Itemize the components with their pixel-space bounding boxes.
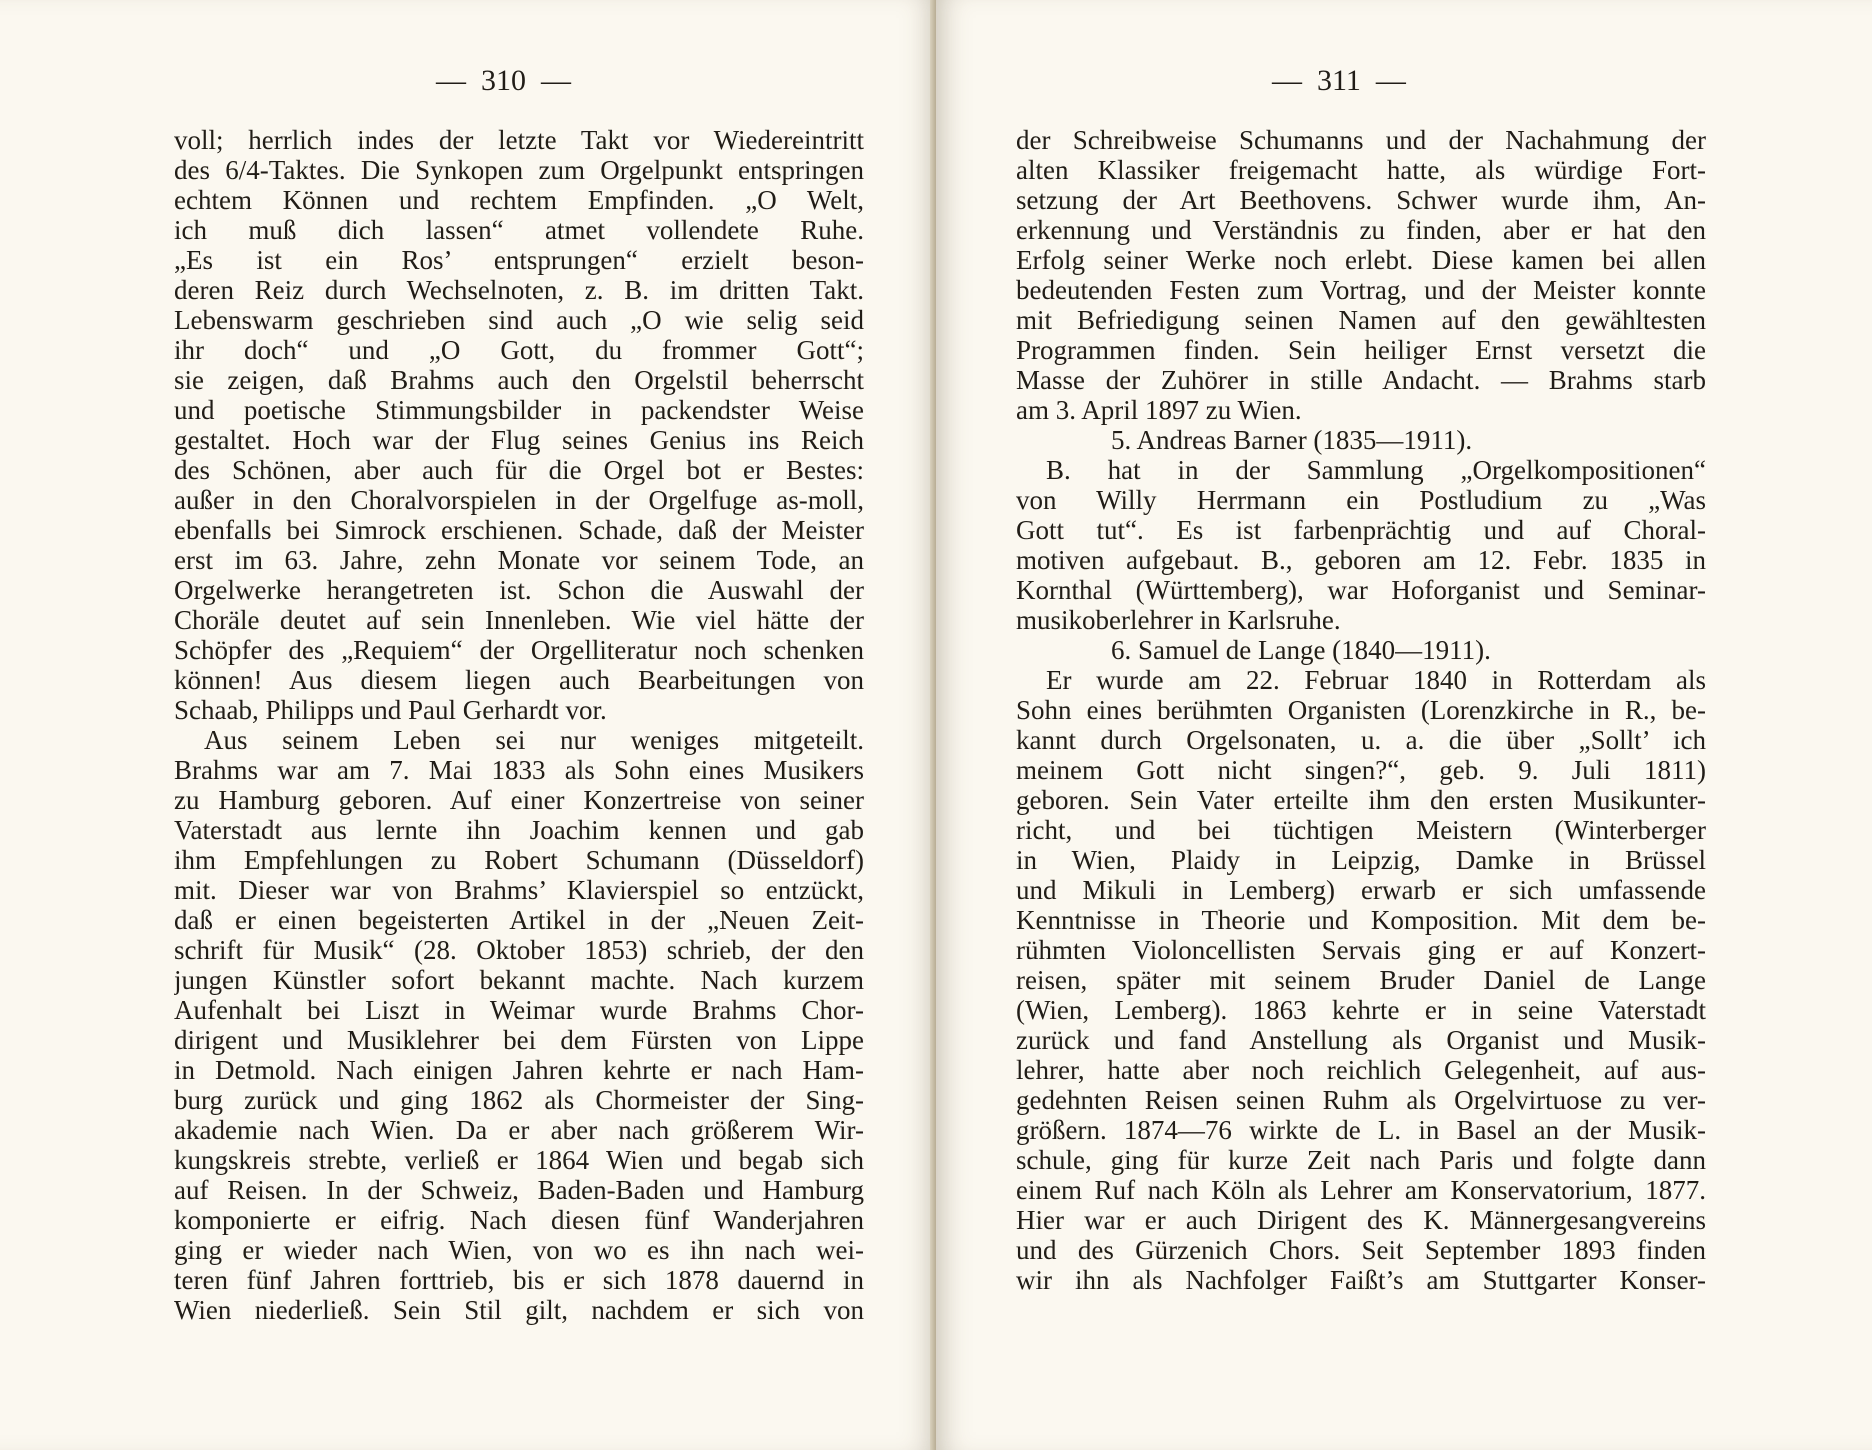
text-line: komponierte er eifrig. Nach diesen fünf Wanderjahren <box>174 1205 864 1235</box>
text-line: kannt durch Orgelsonaten, u. a. die über „Sollt’ ich <box>1016 725 1706 755</box>
text-line: motiven aufgebaut. B., geboren am 12. Febr. 1835 in <box>1016 545 1706 575</box>
text-line: Gott tut“. Es ist farbenprächtig und auf Choral- <box>1016 515 1706 545</box>
text-line: Masse der Zuhörer in stille Andacht. — Brahms starb <box>1016 365 1706 395</box>
text-line: Lebenswarm geschrieben sind auch „O wie selig seid <box>174 305 864 335</box>
text-line: mit Befriedigung seinen Namen auf den gewähltesten <box>1016 305 1706 335</box>
text-line: Hier war er auch Dirigent des K. Männergesangvereins <box>1016 1205 1706 1235</box>
text-line: und des Gürzenich Chors. Seit September 1893 finden <box>1016 1235 1706 1265</box>
left-page-text <box>174 125 864 1325</box>
text-line: gedehnten Reisen seinen Ruhm als Orgelvirtuose zu ver- <box>1016 1085 1706 1115</box>
text-line: „Es ist ein Ros’ entsprungen“ erzielt beson- <box>174 245 864 275</box>
text-line: Choräle deutet auf sein Innenleben. Wie viel hätte der <box>174 605 864 635</box>
text-line: teren fünf Jahren forttrieb, bis er sich 1878 dauernd in <box>174 1265 864 1295</box>
text-line: ihr doch“ und „O Gott, du frommer Gott“; <box>174 335 864 365</box>
text-line: (Wien, Lemberg). 1863 kehrte er in seine Vaterstadt <box>1016 995 1706 1025</box>
text-line: ich muß dich lassen“ atmet vollendete Ruhe. <box>174 215 864 245</box>
text-line: deren Reiz durch Wechselnoten, z. B. im dritten Takt. <box>174 275 864 305</box>
text-line: können! Aus diesem liegen auch Bearbeitungen von <box>174 665 864 695</box>
text-line: sie zeigen, daß Brahms auch den Orgelstil beherrscht <box>174 365 864 395</box>
text-line: richt, und bei tüchtigen Meistern (Winterberger <box>1016 815 1706 845</box>
text-line: Schöpfer des „Requiem“ der Orgelliteratur noch schenken <box>174 635 864 665</box>
text-line: Sohn eines berühmten Organisten (Lorenzkirche in R., be- <box>1016 695 1706 725</box>
right-page-text <box>1016 125 1706 1295</box>
text-line: Schaab, Philipps und Paul Gerhardt vor. <box>174 695 607 725</box>
text-line: des Schönen, aber auch für die Orgel bot er Bestes: <box>174 455 864 485</box>
text-line: Kenntnisse in Theorie und Komposition. Mit dem be- <box>1016 905 1706 935</box>
text-line: Kornthal (Württemberg), war Hoforganist und Seminar- <box>1016 575 1706 605</box>
section-heading: 6. Samuel de Lange (1840—1911). <box>1111 635 1491 665</box>
text-line: musikoberlehrer in Karlsruhe. <box>1016 605 1341 635</box>
text-line: B. hat in der Sammlung „Orgelkompositionen“ <box>1046 455 1706 485</box>
text-line: Erfolg seiner Werke noch erlebt. Diese kamen bei allen <box>1016 245 1706 275</box>
text-line: der Schreibweise Schumanns und der Nachahmung der <box>1016 125 1706 155</box>
text-line: außer in den Choralvorspielen in der Orgelfuge as-moll, <box>174 485 864 515</box>
text-line: Brahms war am 7. Mai 1833 als Sohn eines Musikers <box>174 755 864 785</box>
text-line: ebenfalls bei Simrock erschienen. Schade, daß der Meister <box>174 515 864 545</box>
text-line: echtem Können und rechtem Empfinden. „O Welt, <box>174 185 864 215</box>
text-line: voll; herrlich indes der letzte Takt vor Wiedereintritt <box>174 125 864 155</box>
text-line: reisen, später mit seinem Bruder Daniel de Lange <box>1016 965 1706 995</box>
text-line: Aufenhalt bei Liszt in Weimar wurde Brahms Chor- <box>174 995 864 1025</box>
text-line: setzung der Art Beethovens. Schwer wurde ihm, An- <box>1016 185 1706 215</box>
text-line: zurück und fand Anstellung als Organist und Musik- <box>1016 1025 1706 1055</box>
text-line: lehrer, hatte aber noch reichlich Gelegenheit, auf aus- <box>1016 1055 1706 1085</box>
text-line: in Detmold. Nach einigen Jahren kehrte er nach Ham- <box>174 1055 864 1085</box>
text-line: ging er wieder nach Wien, von wo es ihn nach wei- <box>174 1235 864 1265</box>
text-line: auf Reisen. In der Schweiz, Baden-Baden und Hamburg <box>174 1175 864 1205</box>
text-line: daß er einen begeisterten Artikel in der „Neuen Zeit- <box>174 905 864 935</box>
text-line: erkennung und Verständnis zu finden, aber er hat den <box>1016 215 1706 245</box>
text-line: von Willy Herrmann ein Postludium zu „Was <box>1016 485 1706 515</box>
text-line: wir ihn als Nachfolger Faißt’s am Stuttgarter Konser- <box>1016 1265 1706 1295</box>
text-line: größern. 1874—76 wirkte de L. in Basel an der Musik- <box>1016 1115 1706 1145</box>
text-line: schule, ging für kurze Zeit nach Paris und folgte dann <box>1016 1145 1706 1175</box>
text-line: geboren. Sein Vater erteilte ihm den ersten Musikunter- <box>1016 785 1706 815</box>
text-line: meinem Gott nicht singen?“, geb. 9. Juli 1811) <box>1016 755 1706 785</box>
text-line: schrift für Musik“ (28. Oktober 1853) schrieb, der den <box>174 935 864 965</box>
text-line: am 3. April 1897 zu Wien. <box>1016 395 1302 425</box>
text-line: rühmten Violoncellisten Servais ging er auf Konzert- <box>1016 935 1706 965</box>
text-line: Aus seinem Leben sei nur weniges mitgeteilt. <box>204 725 864 755</box>
text-line: burg zurück und ging 1862 als Chormeister der Sing- <box>174 1085 864 1115</box>
text-line: mit. Dieser war von Brahms’ Klavierspiel so entzückt, <box>174 875 864 905</box>
text-line: Vaterstadt aus lernte ihn Joachim kennen und gab <box>174 815 864 845</box>
text-line: und Mikuli in Lemberg) erwarb er sich umfassende <box>1016 875 1706 905</box>
text-line: ihm Empfehlungen zu Robert Schumann (Düsseldorf) <box>174 845 864 875</box>
section-heading: 5. Andreas Barner (1835—1911). <box>1111 425 1473 455</box>
text-line: zu Hamburg geboren. Auf einer Konzertreise von seiner <box>174 785 864 815</box>
right-page <box>936 0 1872 1450</box>
text-line: einem Ruf nach Köln als Lehrer am Konservatorium, 1877. <box>1016 1175 1706 1205</box>
page-number-right: — 311 — <box>1272 64 1406 97</box>
text-line: und poetische Stimmungsbilder in packendster Weise <box>174 395 864 425</box>
text-line: Programmen finden. Sein heiliger Ernst versetzt die <box>1016 335 1706 365</box>
text-line: Er wurde am 22. Februar 1840 in Rotterdam als <box>1046 665 1706 695</box>
text-line: gestaltet. Hoch war der Flug seines Genius ins Reich <box>174 425 864 455</box>
text-line: erst im 63. Jahre, zehn Monate vor seinem Tode, an <box>174 545 864 575</box>
text-line: dirigent und Musiklehrer bei dem Fürsten von Lippe <box>174 1025 864 1055</box>
page-number-left: — 310 — <box>436 64 571 97</box>
text-line: alten Klassiker freigemacht hatte, als würdige Fort- <box>1016 155 1706 185</box>
text-line: Wien niederließ. Sein Stil gilt, nachdem er sich von <box>174 1295 864 1325</box>
text-line: jungen Künstler sofort bekannt machte. Nach kurzem <box>174 965 864 995</box>
text-line: bedeutenden Festen zum Vortrag, und der Meister konnte <box>1016 275 1706 305</box>
text-line: Orgelwerke herangetreten ist. Schon die Auswahl der <box>174 575 864 605</box>
text-line: kungskreis strebte, verließ er 1864 Wien und begab sich <box>174 1145 864 1175</box>
text-line: in Wien, Plaidy in Leipzig, Damke in Brüssel <box>1016 845 1706 875</box>
text-line: des 6/4-Taktes. Die Synkopen zum Orgelpunkt entspringen <box>174 155 864 185</box>
text-line: akademie nach Wien. Da er aber nach größerem Wir- <box>174 1115 864 1145</box>
